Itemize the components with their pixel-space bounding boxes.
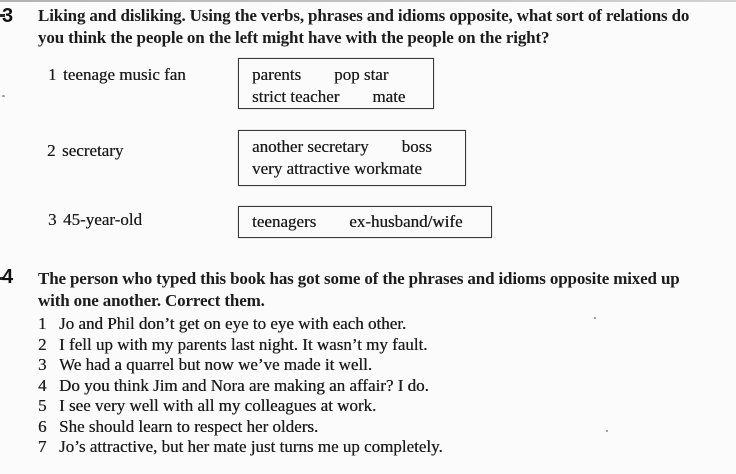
numbered-sentence-list [38, 314, 443, 458]
matching-item-2 [47, 142, 123, 160]
option-word: teenagers [252, 212, 317, 231]
exercise-3-prompt [38, 5, 689, 49]
options-box-1 [238, 58, 434, 109]
list-item [38, 335, 443, 356]
exercise-4-prompt-line-2: with one another. Correct them. [38, 291, 265, 310]
option-word: mate [372, 86, 406, 106]
scan-artifact-top-strip [0, 0, 736, 2]
list-item-number: 4 [38, 375, 47, 395]
exercise-4-prompt-line-1: The person who typed this book has got some of the phrases and idioms opposite mixed up [38, 269, 680, 288]
option-word: strict teacher [252, 86, 340, 106]
exercise-3-number: 3 [2, 5, 14, 27]
list-item [38, 396, 443, 417]
options-row [252, 211, 491, 233]
sentence-text: I see very well with all my colleagues at work. [59, 396, 377, 415]
scan-artifact-speck [606, 430, 608, 432]
matching-item-number: 3 [48, 210, 57, 229]
list-item-number: 2 [38, 334, 47, 354]
matching-item-1 [48, 66, 186, 84]
exercise-3-prompt-line-1: Liking and disliking. Using the verbs, phrases and idioms opposite, what sort of relations do [38, 6, 690, 25]
matching-item-label: secretary [62, 141, 124, 160]
list-item [38, 355, 443, 376]
sentence-text: Do you think Jim and Nora are making an affair? I do. [59, 375, 429, 395]
list-item-number: 7 [38, 437, 47, 456]
scan-artifact-speck [2, 95, 5, 97]
sentence-text: I fell up with my parents last night. It wasn’t my fault. [59, 334, 428, 354]
options-box-3 [238, 206, 492, 238]
matching-item-label: 45-year-old [63, 210, 142, 229]
list-item-number: 6 [38, 416, 47, 436]
sentence-text: We had a quarrel but now we’ve made it well. [59, 355, 373, 374]
list-item-number: 3 [38, 355, 47, 374]
option-word: another secretary [252, 137, 369, 156]
options-row [252, 64, 433, 86]
scan-artifact-speck [594, 317, 596, 319]
sentence-text: Jo’s attractive, but her mate just turns me up completely. [59, 437, 443, 456]
option-word: pop star [334, 65, 389, 84]
option-word: ex-husband/wife [349, 212, 463, 231]
matching-item-label: teenage music fan [63, 65, 186, 84]
list-item [38, 376, 443, 397]
exercise-4-number: 4 [2, 266, 14, 288]
list-item [38, 417, 443, 438]
sentence-text: She should learn to respect her olders. [59, 416, 319, 436]
sentence-text: Jo and Phil don’t get on eye to eye with each other. [59, 314, 407, 333]
options-row [252, 158, 465, 180]
exercise-3-prompt-line-2: you think the people on the left might have with the people on the right? [38, 28, 550, 47]
matching-item-number: 1 [48, 65, 57, 84]
options-box-2 [238, 130, 466, 186]
list-item-number: 5 [38, 396, 47, 415]
matching-item-number: 2 [47, 141, 56, 160]
exercise-4-prompt [38, 268, 680, 312]
matching-item-3 [48, 211, 142, 229]
options-row [252, 86, 433, 108]
option-word: parents [252, 65, 302, 84]
list-item-number: 1 [38, 314, 47, 333]
options-row [252, 136, 465, 158]
option-word: very attractive workmate [252, 158, 422, 178]
option-word: boss [401, 137, 432, 156]
list-item [38, 437, 443, 458]
list-item [38, 314, 443, 335]
